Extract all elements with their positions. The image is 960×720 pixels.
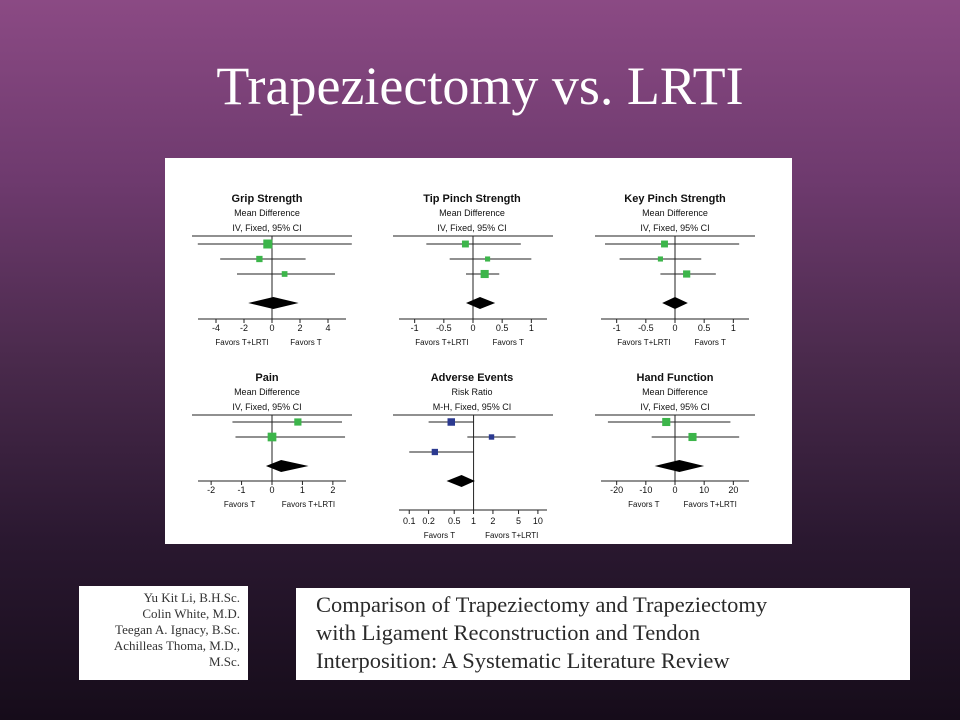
plot-subtitle: IV, Fixed, 95% CI — [640, 223, 710, 233]
study-estimate-square — [282, 271, 288, 277]
x-tick-label: 2 — [297, 323, 303, 333]
favors-left-label: Favors T — [223, 500, 256, 509]
paper-title-line: Interposition: A Systematic Literature Review — [316, 648, 730, 673]
favors-right-label: Favors T+LRTI — [683, 500, 737, 509]
x-tick-label: 0.5 — [697, 323, 711, 333]
favors-left-label: Favors T+LRTI — [215, 338, 269, 347]
plot-title: Pain — [255, 372, 279, 384]
forest-plot-figure — [165, 158, 792, 544]
x-tick-label: -1 — [410, 323, 419, 333]
x-tick-label: 1 — [299, 485, 305, 495]
x-tick-label: -10 — [639, 485, 653, 495]
slide-title: Trapeziectomy vs. LRTI — [216, 56, 744, 116]
x-tick-label: 0 — [672, 323, 678, 333]
paper-title-line: Comparison of Trapeziectomy and Trapeziectomy — [316, 592, 768, 617]
x-tick-label: -1 — [237, 485, 246, 495]
x-tick-label: 0.2 — [422, 516, 435, 526]
author-degree: M.Sc. — [208, 654, 240, 669]
x-tick-label: -20 — [610, 485, 624, 495]
plot-subtitle: Mean Difference — [439, 208, 505, 218]
plot-title: Hand Function — [636, 372, 714, 384]
study-estimate-square — [268, 433, 277, 442]
plot-title: Grip Strength — [231, 193, 303, 205]
study-estimate-square — [683, 270, 690, 277]
x-tick-label: 2 — [330, 485, 336, 495]
author-name: Colin White, M.D. — [142, 606, 240, 621]
author-list — [79, 586, 248, 680]
pooled-diamond — [662, 297, 688, 309]
plot-subtitle: IV, Fixed, 95% CI — [640, 402, 710, 412]
study-estimate-square — [489, 434, 494, 439]
pooled-diamond — [447, 475, 475, 487]
plot-subtitle: Mean Difference — [642, 387, 708, 397]
x-tick-label: 4 — [325, 323, 331, 333]
favors-right-label: Favors T — [694, 338, 726, 347]
x-tick-label: 0 — [269, 323, 275, 333]
x-tick-label: 10 — [699, 485, 710, 495]
x-tick-label: 1 — [471, 516, 477, 526]
x-tick-label: 10 — [532, 516, 543, 526]
study-estimate-square — [485, 256, 490, 261]
plot-subtitle: M-H, Fixed, 95% CI — [432, 402, 512, 412]
study-estimate-square — [294, 418, 301, 425]
favors-right-label: Favors T — [492, 338, 524, 347]
study-estimate-square — [688, 433, 696, 441]
paper-title — [296, 588, 910, 680]
x-tick-label: -2 — [239, 323, 249, 333]
x-tick-label: 2 — [490, 516, 496, 526]
author-name: Teegan A. Ignacy, B.Sc. — [115, 622, 240, 637]
x-tick-label: 0.1 — [402, 516, 416, 526]
plot-title: Key Pinch Strength — [624, 193, 726, 205]
plot-subtitle: Mean Difference — [234, 208, 300, 218]
x-tick-label: -0.5 — [638, 323, 654, 333]
favors-left-label: Favors T+LRTI — [617, 338, 671, 347]
author-name: Achilleas Thoma, M.D., — [113, 638, 240, 653]
study-estimate-square — [662, 418, 670, 426]
x-tick-label: -0.5 — [436, 323, 452, 333]
plot-subtitle: Mean Difference — [642, 208, 708, 218]
favors-left-label: Favors T — [423, 531, 456, 540]
x-tick-label: 1 — [730, 323, 736, 333]
forest-plots-svg — [165, 158, 792, 544]
x-tick-label: -1 — [612, 323, 621, 333]
x-tick-label: 20 — [728, 485, 739, 495]
x-tick-label: 1 — [528, 323, 534, 333]
study-estimate-square — [658, 256, 663, 261]
study-estimate-square — [432, 449, 438, 455]
study-estimate-square — [481, 270, 489, 278]
favors-left-label: Favors T+LRTI — [415, 338, 469, 347]
x-tick-label: -2 — [207, 485, 216, 495]
favors-left-label: Favors T — [628, 500, 660, 509]
favors-right-label: Favors T+LRTI — [485, 531, 539, 540]
x-tick-label: 0.5 — [447, 516, 461, 526]
plot-title: Adverse Events — [430, 372, 514, 384]
study-estimate-square — [256, 256, 262, 262]
study-estimate-square — [448, 418, 456, 426]
study-estimate-square — [661, 241, 668, 248]
x-tick-label: 0 — [672, 485, 678, 495]
x-tick-label: 0 — [269, 485, 275, 495]
x-tick-label: 0.5 — [495, 323, 509, 333]
pooled-diamond — [248, 297, 298, 309]
author-name: Yu Kit Li, B.H.Sc. — [143, 590, 240, 605]
paper-title-line: with Ligament Reconstruction and Tendon — [316, 620, 701, 645]
pooled-diamond — [655, 460, 705, 472]
pooled-diamond — [466, 297, 495, 309]
x-tick-label: 0 — [470, 323, 476, 333]
plot-subtitle: Risk Ratio — [451, 387, 493, 397]
study-estimate-square — [263, 240, 272, 249]
plot-subtitle: IV, Fixed, 95% CI — [437, 223, 507, 233]
x-tick-label: -4 — [211, 323, 221, 333]
plot-subtitle: Mean Difference — [234, 387, 300, 397]
favors-right-label: Favors T+LRTI — [281, 500, 336, 509]
x-tick-label: 5 — [516, 516, 522, 526]
plot-subtitle: IV, Fixed, 95% CI — [232, 223, 302, 233]
favors-right-label: Favors T — [290, 338, 322, 347]
plot-title: Tip Pinch Strength — [423, 193, 521, 205]
plot-subtitle: IV, Fixed, 95% CI — [232, 402, 302, 412]
study-estimate-square — [462, 241, 469, 248]
